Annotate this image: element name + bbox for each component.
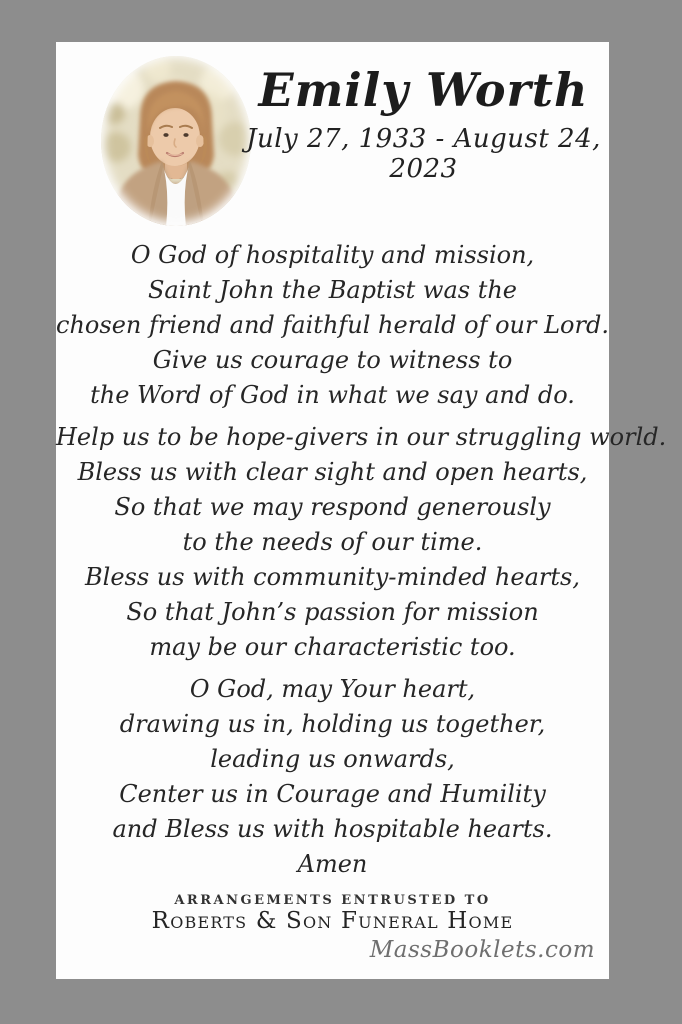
deceased-dates: July 27, 1933 - August 24, 2023 (246, 124, 601, 184)
prayer-stanza-3 (56, 672, 609, 882)
deceased-name: Emily Worth (258, 63, 589, 117)
prayer-line: Center us in Courage and Humility (119, 780, 546, 808)
prayer-stanza-1 (56, 238, 609, 413)
prayer-line: Saint John the Baptist was the (147, 276, 518, 304)
funeral-home-name: Roberts & Son Funeral Home (151, 908, 514, 934)
prayer-line: So that John’s passion for mission (126, 598, 539, 626)
memorial-card (56, 42, 667, 979)
prayer-line: Bless us with community-minded hearts, (85, 563, 580, 591)
prayer-line: drawing us in, holding us together, (119, 710, 546, 738)
portrait-photo (100, 55, 252, 227)
arrangements-label: ARRANGEMENTS ENTRUSTED TO (174, 893, 491, 908)
prayer-line: leading us onwards, (210, 745, 455, 773)
prayer-line: Help us to be hope-givers in our struggling world. (56, 423, 667, 451)
prayer-line: Bless us with clear sight and open hearts, (77, 458, 588, 486)
portrait-photo-illustration (100, 55, 252, 227)
prayer-amen: Amen (297, 850, 368, 878)
prayer-line: So that we may respond generously (114, 493, 551, 521)
prayer-line: chosen friend and faithful herald of our Lord. (56, 311, 609, 339)
prayer-text (56, 238, 667, 889)
prayer-line: Give us courage to witness to (152, 346, 513, 374)
prayer-line: O God, may Your heart, (189, 675, 476, 703)
prayer-line: the Word of God in what we say and do. (90, 381, 575, 409)
prayer-stanza-2 (56, 420, 667, 665)
card-header (242, 64, 605, 184)
prayer-line: and Bless us with hospitable hearts. (112, 815, 553, 843)
prayer-line: O God of hospitality and mission, (130, 241, 535, 269)
watermark: MassBooklets.com (369, 937, 595, 963)
prayer-line: may be our characteristic too. (149, 633, 516, 661)
prayer-line: to the needs of our time. (182, 528, 483, 556)
